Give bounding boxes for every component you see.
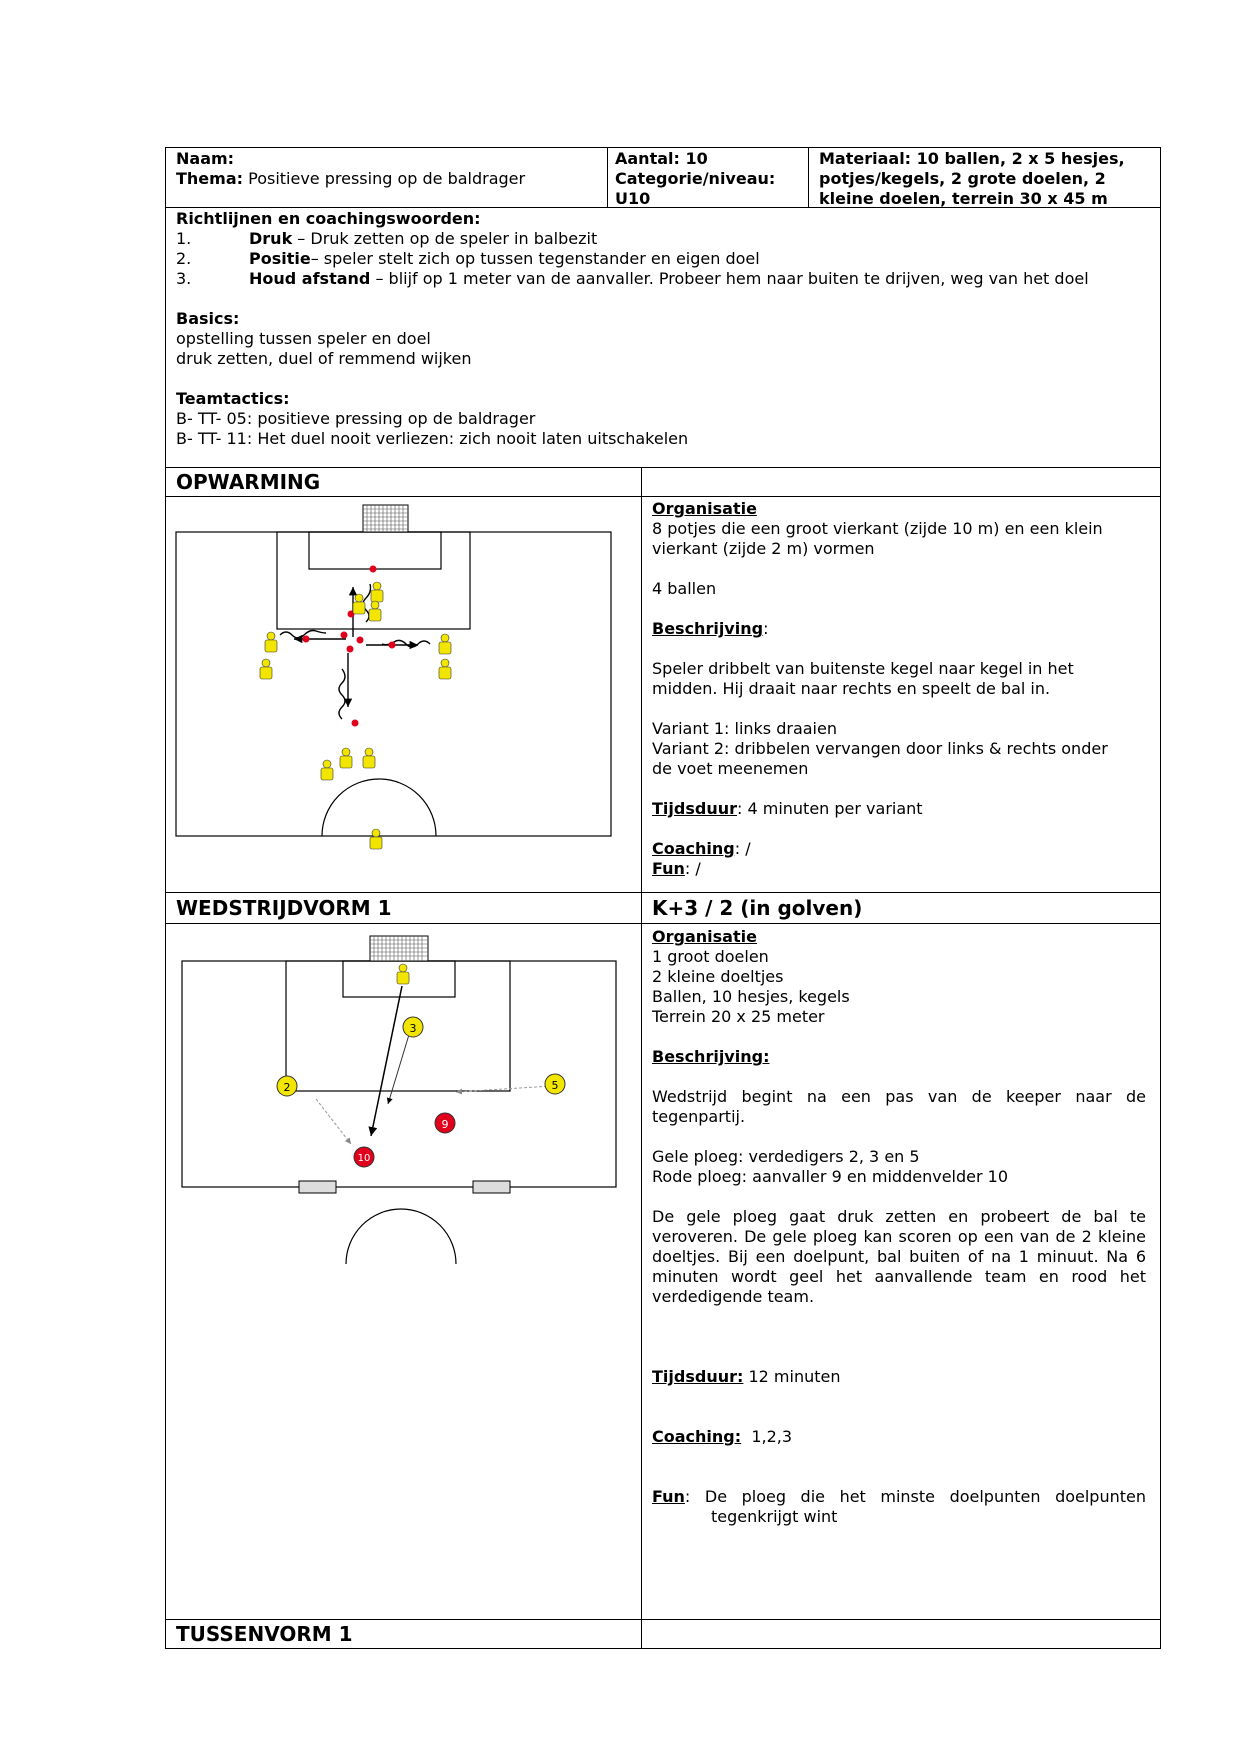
- pressure-arrow: [316, 1099, 351, 1144]
- match1-desc-title: Beschrijving:: [652, 1047, 770, 1066]
- yellow-player: [439, 634, 451, 654]
- warmup-variant2: Variant 2: dribbelen vervangen door links & rechts onder: [652, 739, 1108, 758]
- interim-title: TUSSENVORM 1: [176, 1622, 353, 1646]
- svg-text:9: 9: [441, 1118, 449, 1131]
- yellow-player: [321, 760, 333, 780]
- cone-marker: [347, 646, 354, 653]
- cone-marker: [370, 566, 377, 573]
- svg-text:3: 3: [409, 1022, 417, 1035]
- teamtactics-item: B- TT- 05: positieve pressing op de baldrager: [176, 409, 536, 428]
- basics-title: Basics:: [176, 309, 240, 328]
- match1-diagram: [166, 924, 641, 1274]
- svg-text:10: 10: [357, 1153, 371, 1164]
- thema-label: Thema:: [176, 169, 244, 188]
- dribble-line: [339, 669, 345, 719]
- warmup-fun: Fun: /: [652, 859, 701, 878]
- match1-org-line: 1 groot doelen: [652, 947, 769, 966]
- materiaal-line-1: Materiaal: 10 ballen, 2 x 5 hesjes,: [819, 149, 1125, 168]
- field-outline: [182, 961, 616, 1187]
- player-marker: [403, 1017, 423, 1037]
- teamtactics-title: Teamtactics:: [176, 389, 290, 408]
- pass-arrow: [371, 986, 402, 1136]
- small-goal: [299, 1181, 336, 1193]
- basics-item: druk zetten, duel of remmend wijken: [176, 349, 472, 368]
- match1-duration: Tijdsduur: 12 minuten: [652, 1367, 841, 1386]
- warmup-variant1: Variant 1: links draaien: [652, 719, 837, 738]
- warmup-balls: 4 ballen: [652, 579, 717, 598]
- thema-value: Positieve pressing op de baldrager: [248, 169, 526, 188]
- goal-area: [309, 532, 441, 569]
- match1-team-yellow: Gele ploeg: verdedigers 2, 3 en 5: [652, 1147, 920, 1166]
- match1-org-line: Terrein 20 x 25 meter: [652, 1007, 825, 1026]
- match1-desc1: Wedstrijd begint na een pas van de keeper naar de tegenpartij.: [652, 1087, 1146, 1126]
- guidelines-title: Richtlijnen en coachingswoorden:: [176, 209, 481, 228]
- warmup-duration: Tijdsduur: 4 minuten per variant: [652, 799, 923, 818]
- yellow-player: [369, 601, 381, 621]
- yellow-player: [363, 748, 375, 768]
- teamtactics-item: B- TT- 11: Het duel nooit verliezen: zich nooit laten uitschakelen: [176, 429, 689, 448]
- match1-desc2: De gele ploeg gaat druk zetten en probeert de bal te veroveren. De gele ploeg kan scoren op een van de 2 kleine doeltjes. Bij een doelpunt, bal buiten of na 1 minuut. Na 6 minuten wordt geel het aanvallende team en rood het verdedigende team.: [652, 1207, 1146, 1306]
- match1-org-title: Organisatie: [652, 927, 757, 946]
- match1-subtitle: K+3 / 2 (in golven): [652, 896, 863, 920]
- center-circle: [322, 779, 436, 836]
- cone-marker: [341, 632, 348, 639]
- match1-team-red: Rode ploeg: aanvaller 9 en middenvelder 10: [652, 1167, 1009, 1186]
- materiaal-line-2: potjes/kegels, 2 grote doelen, 2: [819, 169, 1106, 188]
- match1-coaching: Coaching: 1,2,3: [652, 1427, 793, 1446]
- warmup-desc-title-line: Beschrijving:: [652, 619, 769, 638]
- player-marker: [277, 1076, 297, 1096]
- yellow-player: [439, 659, 451, 679]
- dribble-line: [280, 631, 326, 639]
- naam-label: Naam:: [176, 149, 235, 168]
- match1-fun: Fun: De ploeg die het minste doelpunten doelpunten: [652, 1487, 1146, 1506]
- materiaal-line-3: kleine doelen, terrein 30 x 45 m: [819, 189, 1108, 208]
- warmup-desc-line: midden. Hij draait naar rechts en speelt de bal in.: [652, 679, 1051, 698]
- categorie-value: U10: [615, 189, 651, 208]
- cone-marker: [352, 720, 359, 727]
- yellow-player: [265, 632, 277, 652]
- warmup-coaching: Coaching: /: [652, 839, 751, 858]
- warmup-desc-line: Speler dribbelt van buitenste kegel naar kegel in het: [652, 659, 1074, 678]
- player-marker: [545, 1074, 565, 1094]
- thema-line: [176, 169, 525, 189]
- cone-marker: [357, 637, 364, 644]
- field-outline: [176, 532, 611, 836]
- match1-org-line: Ballen, 10 hesjes, kegels: [652, 987, 850, 1006]
- yellow-player: [340, 748, 352, 768]
- cone-marker: [303, 636, 310, 643]
- player-marker: [435, 1113, 455, 1133]
- warmup-org-line: vierkant (zijde 2 m) vormen: [652, 539, 875, 558]
- warmup-diagram: [166, 497, 641, 892]
- yellow-player: [353, 594, 365, 614]
- match1-org-line: 2 kleine doeltjes: [652, 967, 784, 986]
- cone-marker: [389, 642, 396, 649]
- svg-text:2: 2: [283, 1081, 291, 1094]
- warmup-org-line: 8 potjes die een groot vierkant (zijde 10 m) en een klein: [652, 519, 1103, 538]
- goalkeeper: [397, 964, 409, 984]
- small-goal: [473, 1181, 510, 1193]
- yellow-player: [260, 659, 272, 679]
- warmup-title: OPWARMING: [176, 470, 321, 494]
- basics-item: opstelling tussen speler en doel: [176, 329, 431, 348]
- yellow-player: [370, 829, 382, 849]
- svg-text:5: 5: [551, 1079, 559, 1092]
- match1-title: WEDSTRIJDVORM 1: [176, 896, 392, 920]
- aantal: Aantal: 10: [615, 149, 708, 168]
- warmup-org-title: Organisatie: [652, 499, 757, 518]
- player-marker: [354, 1147, 374, 1167]
- match1-fun-cont: tegenkrijgt wint: [711, 1507, 838, 1526]
- categorie-label: Categorie/niveau:: [615, 169, 776, 188]
- center-circle: [346, 1209, 456, 1264]
- warmup-variant2: de voet meenemen: [652, 759, 809, 778]
- goal-net: [363, 505, 408, 532]
- goal-net: [370, 936, 428, 961]
- yellow-player: [371, 582, 383, 602]
